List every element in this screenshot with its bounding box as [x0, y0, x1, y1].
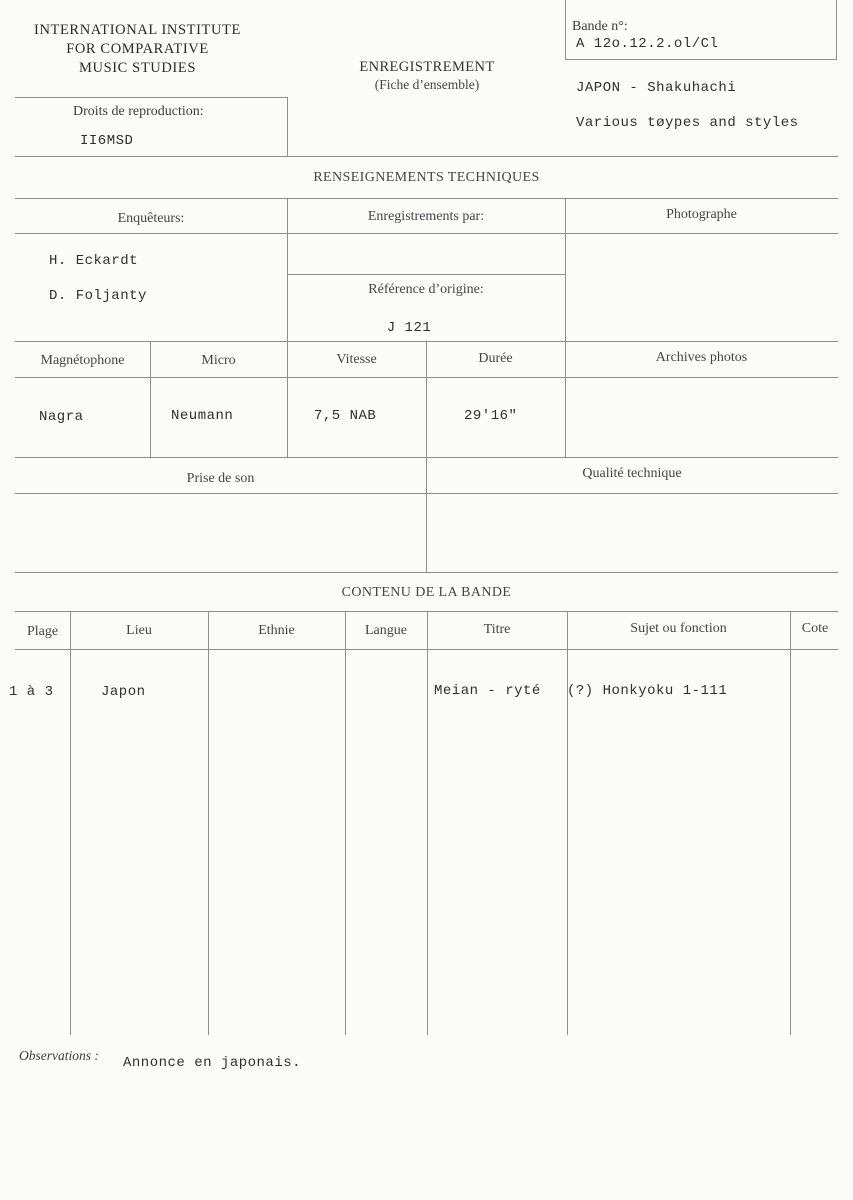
micro-label: Micro [201, 353, 236, 368]
reference-label: Référence d’origine: [368, 282, 484, 297]
column-header-ethnie: Ethnie [258, 623, 295, 638]
rule [15, 198, 838, 199]
observations-label: Observations : [19, 1048, 99, 1063]
qualite-technique-label: Qualité technique [582, 466, 682, 481]
bande-label: Bande n°: [572, 19, 628, 34]
rights-box-top-border [15, 97, 287, 98]
bande-number: A 12o.12.2.ol/Cl [576, 36, 719, 52]
form-subtitle: (Fiche d’ensemble) [374, 77, 480, 92]
bande-box-bottom-border [565, 59, 837, 60]
column-header-langue: Langue [365, 623, 407, 638]
micro-value: Neumann [171, 408, 234, 424]
rule [288, 274, 565, 275]
magnetophone-label: Magnétophone [40, 353, 125, 368]
photographe-label: Photographe [666, 207, 737, 222]
divider [70, 611, 71, 1035]
institute-name [0, 21, 275, 78]
prise-de-son-label: Prise de son [186, 471, 255, 486]
enqueteurs-label: Enquêteurs: [117, 211, 185, 226]
divider [427, 611, 428, 1035]
institute-line-1: INTERNATIONAL INSTITUTE [34, 22, 241, 38]
technical-section-title: RENSEIGNEMENTS TECHNIQUES [313, 170, 540, 185]
contenu-section-title: CONTENU DE LA BANDE [341, 585, 512, 600]
observations-value: Annonce en japonais. [123, 1055, 302, 1071]
form-title: ENREGISTREMENT [359, 59, 495, 75]
column-header-plage: Plage [26, 624, 59, 639]
column-header-cote: Cote [801, 621, 829, 636]
rule [15, 572, 838, 573]
bande-box-right-border [836, 0, 837, 60]
rights-box-right-border [287, 97, 288, 156]
divider [345, 611, 346, 1035]
enqueteur-1: H. Eckardt [49, 253, 139, 269]
rule [15, 156, 838, 157]
institute-line-3: MUSIC STUDIES [79, 60, 196, 76]
row-1-plage: 1 à 3 [9, 684, 54, 700]
divider [208, 611, 209, 1035]
column-header-titre: Titre [483, 622, 511, 637]
institute-line-2: FOR COMPARATIVE [66, 41, 209, 57]
rights-label: Droits de reproduction: [73, 104, 204, 119]
vitesse-label: Vitesse [336, 352, 377, 367]
bande-box-left-border [565, 0, 566, 60]
enqueteur-2: D. Foljanty [49, 288, 147, 304]
rights-value: II6MSD [80, 133, 134, 149]
duree-label: Durée [478, 351, 513, 366]
row-1-titre: Meian - ryté [434, 683, 541, 699]
divider [790, 611, 791, 1035]
enregistrements-label: Enregistrements par: [367, 209, 485, 224]
column-header-lieu: Lieu [126, 623, 152, 638]
row-1-sujet: (?) Honkyoku 1-111 [567, 683, 728, 699]
magnetophone-value: Nagra [39, 409, 84, 425]
row-1-lieu: Japon [101, 684, 146, 700]
duree-value: 29'16" [464, 408, 518, 424]
form-heading [327, 59, 527, 93]
reference-value: J 121 [386, 320, 432, 336]
subject-line-1: JAPON - Shakuhachi [576, 80, 737, 96]
rule [15, 233, 838, 234]
vitesse-value: 7,5 NAB [314, 408, 377, 424]
subject-line-2: Various tøypes and styles [576, 115, 799, 131]
column-header-sujet: Sujet ou fonction [630, 621, 727, 636]
archives-label: Archives photos [655, 350, 748, 365]
divider [567, 611, 568, 1035]
